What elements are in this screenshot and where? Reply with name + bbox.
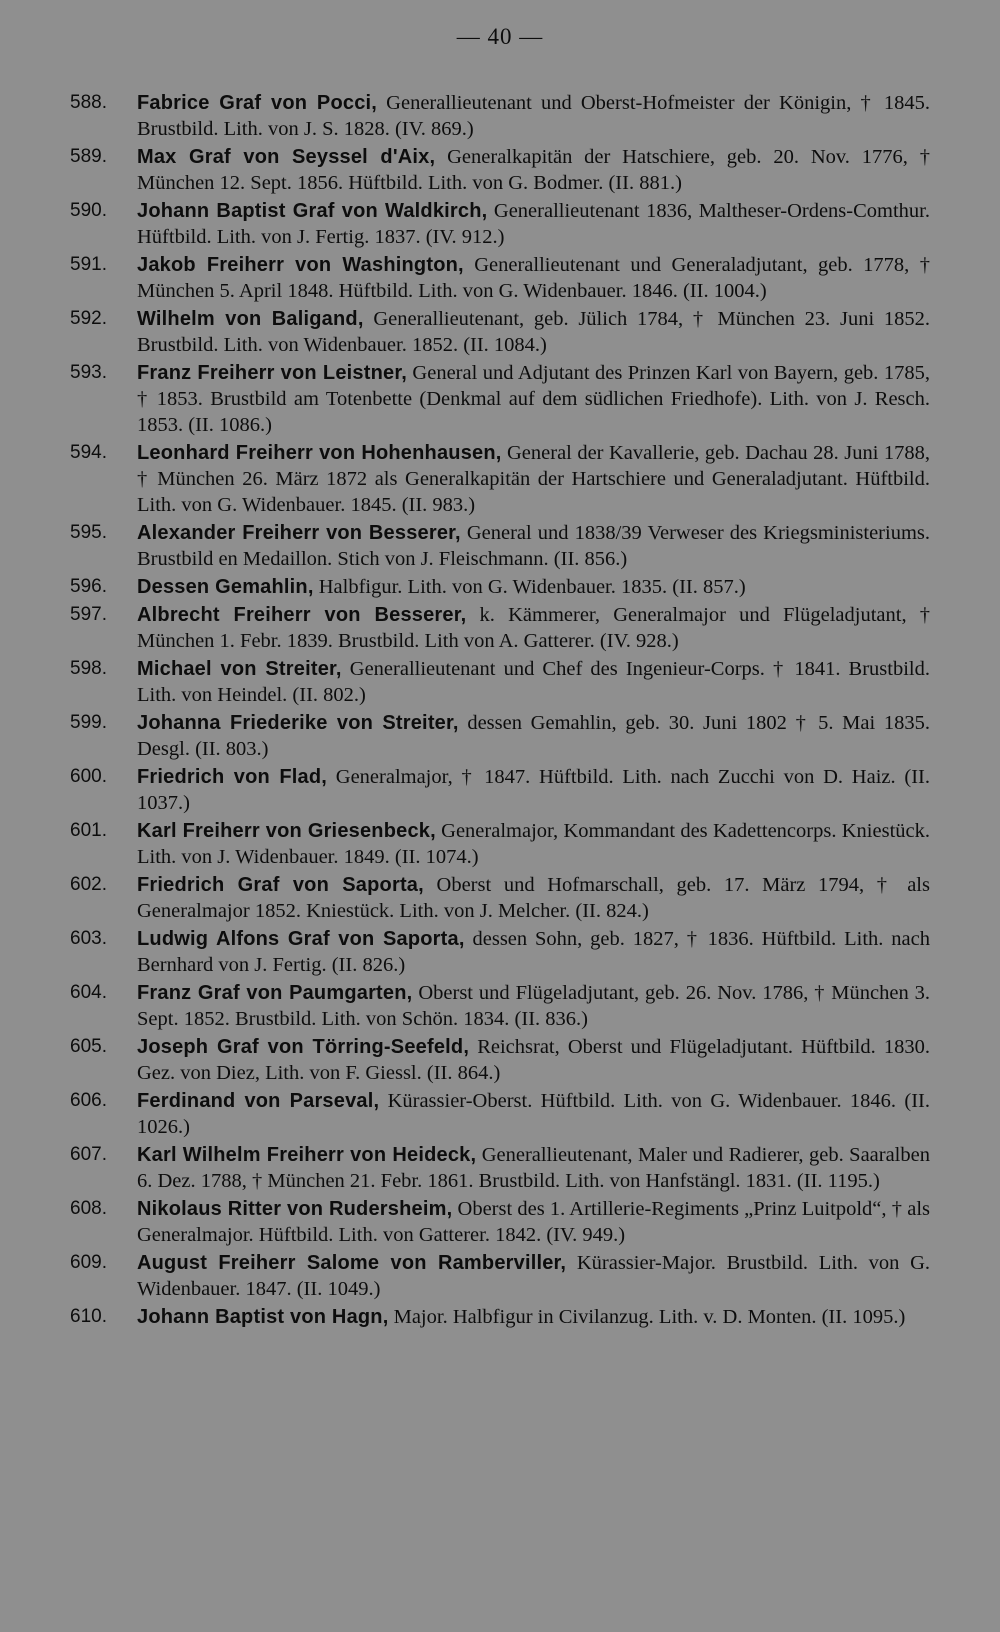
entry-name: Karl Wilhelm Freiherr von Heideck,: [137, 1144, 477, 1166]
entry-body: Reichsrat, Oberst und Flügeladjutant. Hüftbild. 1830. Gez. von Diez, Lith. von F. Giessl. (II. 864.): [137, 1036, 930, 1084]
catalog-entry: [0, 520, 1000, 572]
entry-number: 596.: [70, 576, 107, 597]
entry-description: [137, 198, 930, 250]
entry-name: Ferdinand von Parseval,: [137, 1090, 380, 1112]
entry-description: [137, 252, 930, 304]
entry-number: 592.: [70, 308, 107, 329]
catalog-entry: [0, 710, 1000, 762]
entry-number: 603.: [70, 928, 107, 949]
catalog-entry: [0, 1196, 1000, 1248]
entry-number: 609.: [70, 1252, 107, 1273]
entry-number: 601.: [70, 820, 107, 841]
entry-description: [137, 360, 930, 438]
entry-description: [137, 90, 930, 142]
entry-description: [137, 1142, 930, 1194]
entry-description: [137, 872, 930, 924]
entry-name: Joseph Graf von Törring-Seefeld,: [137, 1036, 470, 1058]
entry-body: Kürassier-Major. Brustbild. Lith. von G. Widenbauer. 1847. (II. 1049.): [137, 1252, 930, 1300]
entry-body: Oberst des 1. Artillerie-Regiments „Prinz Luitpold“, † als Generalmajor. Hüftbild. Lith. von Gatterer. 1842. (IV. 949.): [137, 1198, 930, 1246]
entry-body: Generallieutenant und Generaladjutant, geb. 1778, † München 5. April 1848. Hüftbild. Lith. von G. Widenbauer. 1846. (II. 1004.): [137, 254, 930, 302]
entry-number: 589.: [70, 146, 107, 167]
entry-name: Johanna Friederike von Streiter,: [137, 712, 459, 734]
entry-description: [137, 574, 930, 600]
catalog-entry: [0, 360, 1000, 438]
entry-description: [137, 520, 930, 572]
catalog-entry: [0, 252, 1000, 304]
entry-body: Generallieutenant und Chef des Ingenieur-Corps. † 1841. Brustbild. Lith. von Heindel. (II. 802.): [137, 658, 930, 706]
entry-number: 588.: [70, 92, 107, 113]
entry-name: Franz Freiherr von Leistner,: [137, 362, 407, 384]
catalog-entry: [0, 602, 1000, 654]
entry-name: Franz Graf von Paumgarten,: [137, 982, 413, 1004]
entry-description: [137, 656, 930, 708]
catalog-entry: [0, 306, 1000, 358]
catalog-entry: [0, 1034, 1000, 1086]
entry-body: Generalkapitän der Hatschiere, geb. 20. Nov. 1776, † München 12. Sept. 1856. Hüftbild. Lith. von G. Bodmer. (II. 881.): [137, 146, 930, 194]
catalog-entry: [0, 872, 1000, 924]
entry-body: Kürassier-Oberst. Hüftbild. Lith. von G. Widenbauer. 1846. (II. 1026.): [137, 1090, 930, 1138]
entry-name: Wilhelm von Baligand,: [137, 308, 364, 330]
entry-number: 595.: [70, 522, 107, 543]
entry-number: 600.: [70, 766, 107, 787]
entry-number: 607.: [70, 1144, 107, 1165]
entry-number: 605.: [70, 1036, 107, 1057]
entry-number: 602.: [70, 874, 107, 895]
catalog-entry: [0, 818, 1000, 870]
entry-name: Max Graf von Seyssel d'Aix,: [137, 146, 436, 168]
catalog-entry: [0, 144, 1000, 196]
entry-number: 590.: [70, 200, 107, 221]
entry-body: General der Kavallerie, geb. Dachau 28. Juni 1788, † München 26. März 1872 als Generalkapitän der Hartschiere und Generaladjutant. Hüftbild. Lith. von G. Widenbauer. 1845. (II. 983.): [137, 442, 930, 516]
catalog-entry: [0, 198, 1000, 250]
entry-description: [137, 440, 930, 518]
entry-body: Generallieutenant, Maler und Radierer, geb. Saaralben 6. Dez. 1788, † München 21. Febr. 1861. Brustbild. Lith. von Hanfstängl. 1831. (II. 1195.): [137, 1144, 930, 1192]
entry-number: 604.: [70, 982, 107, 1003]
entry-number: 606.: [70, 1090, 107, 1111]
entry-body: dessen Sohn, geb. 1827, † 1836. Hüftbild. Lith. nach Bernhard von J. Fertig. (II. 826.): [137, 928, 931, 976]
entry-body: General und 1838/39 Verweser des Kriegsministeriums. Brustbild en Medaillon. Stich von J. Fleischmann. (II. 856.): [137, 522, 931, 570]
catalog-entry: [0, 656, 1000, 708]
entry-number: 598.: [70, 658, 107, 679]
entry-name: Johann Baptist von Hagn,: [137, 1306, 389, 1328]
entry-body: Halbfigur. Lith. von G. Widenbauer. 1835. (II. 857.): [313, 576, 746, 598]
entry-description: [137, 1250, 930, 1302]
entry-name: Alexander Freiherr von Besserer,: [137, 522, 461, 544]
entry-body: Oberst und Hofmarschall, geb. 17. März 1794, † als Generalmajor 1852. Kniestück. Lith. von J. Melcher. (II. 824.): [137, 874, 930, 922]
entry-name: Albrecht Freiherr von Besserer,: [137, 604, 467, 626]
entry-description: [137, 926, 930, 978]
page-number: — 40 —: [456, 24, 544, 49]
entry-body: Generallieutenant, geb. Jülich 1784, † München 23. Juni 1852. Brustbild. Lith. von Widenbauer. 1852. (II. 1084.): [137, 308, 931, 356]
catalog-entry: [0, 980, 1000, 1032]
entry-name: Ludwig Alfons Graf von Saporta,: [137, 928, 465, 950]
entry-number: 608.: [70, 1198, 107, 1219]
entry-name: August Freiherr Salome von Ramberviller,: [137, 1252, 567, 1274]
entry-number: 610.: [70, 1306, 107, 1327]
catalog-entry: [0, 440, 1000, 518]
entry-description: [137, 144, 930, 196]
entry-name: Karl Freiherr von Griesenbeck,: [137, 820, 436, 842]
catalog-entry: [0, 1088, 1000, 1140]
entry-description: [137, 1034, 930, 1086]
catalog-entry: [0, 1304, 1000, 1330]
entry-body: Generalmajor, Kommandant des Kadettencorps. Kniestück. Lith. von J. Widenbauer. 1849. (II. 1074.): [137, 820, 931, 868]
entry-description: [137, 980, 930, 1032]
entry-body: Generallieutenant und Oberst-Hofmeister der Königin, † 1845. Brustbild. Lith. von J. S. 1828. (IV. 869.): [137, 92, 930, 140]
entry-body: k. Kämmerer, Generalmajor und Flügeladjutant, † München 1. Febr. 1839. Brustbild. Lith von A. Gatterer. (IV. 928.): [137, 604, 930, 652]
entry-name: Fabrice Graf von Pocci,: [137, 92, 378, 114]
entry-description: [137, 818, 930, 870]
catalog-entry: [0, 1142, 1000, 1194]
entry-number: 597.: [70, 604, 107, 625]
entry-name: Friedrich von Flad,: [137, 766, 327, 788]
catalog-entry: [0, 90, 1000, 142]
entry-number: 593.: [70, 362, 107, 383]
entry-name: Michael von Streiter,: [137, 658, 342, 680]
entry-description: [137, 1088, 930, 1140]
entry-body: dessen Gemahlin, geb. 30. Juni 1802 † 5. Mai 1835. Desgl. (II. 803.): [137, 712, 930, 760]
entry-description: [137, 306, 930, 358]
catalog-entry: [0, 764, 1000, 816]
entry-name: Jakob Freiherr von Washington,: [137, 254, 464, 276]
entry-body: Generallieutenant 1836, Maltheser-Ordens-Comthur. Hüftbild. Lith. von J. Fertig. 1837. (IV. 912.): [137, 200, 930, 248]
entry-description: [137, 1304, 930, 1330]
entry-name: Nikolaus Ritter von Rudersheim,: [137, 1198, 453, 1220]
catalog-entry: [0, 574, 1000, 600]
entry-name: Leonhard Freiherr von Hohenhausen,: [137, 442, 502, 464]
entry-body: Major. Halbfigur in Civilanzug. Lith. v. D. Monten. (II. 1095.): [388, 1306, 906, 1328]
entry-number: 591.: [70, 254, 107, 275]
entry-body: General und Adjutant des Prinzen Karl von Bayern, geb. 1785, † 1853. Brustbild am Totenbette (Denkmal auf dem südlichen Friedhofe). Lith. von J. Resch. 1853. (II. 1086.): [137, 362, 930, 436]
entry-name: Friedrich Graf von Saporta,: [137, 874, 424, 896]
entry-number: 599.: [70, 712, 107, 733]
catalog-entry: [0, 1250, 1000, 1302]
entry-body: Oberst und Flügeladjutant, geb. 26. Nov. 1786, † München 3. Sept. 1852. Brustbild. Lith. von Schön. 1834. (II. 836.): [137, 982, 930, 1030]
entry-number: 594.: [70, 442, 107, 463]
entry-description: [137, 1196, 930, 1248]
entry-list: [0, 90, 1000, 1332]
entry-name: Dessen Gemahlin,: [137, 576, 314, 598]
entry-description: [137, 710, 930, 762]
entry-name: Johann Baptist Graf von Waldkirch,: [137, 200, 488, 222]
entry-description: [137, 602, 930, 654]
entry-description: [137, 764, 930, 816]
catalog-entry: [0, 926, 1000, 978]
entry-body: Generalmajor, † 1847. Hüftbild. Lith. nach Zucchi von D. Haiz. (II. 1037.): [137, 766, 930, 814]
